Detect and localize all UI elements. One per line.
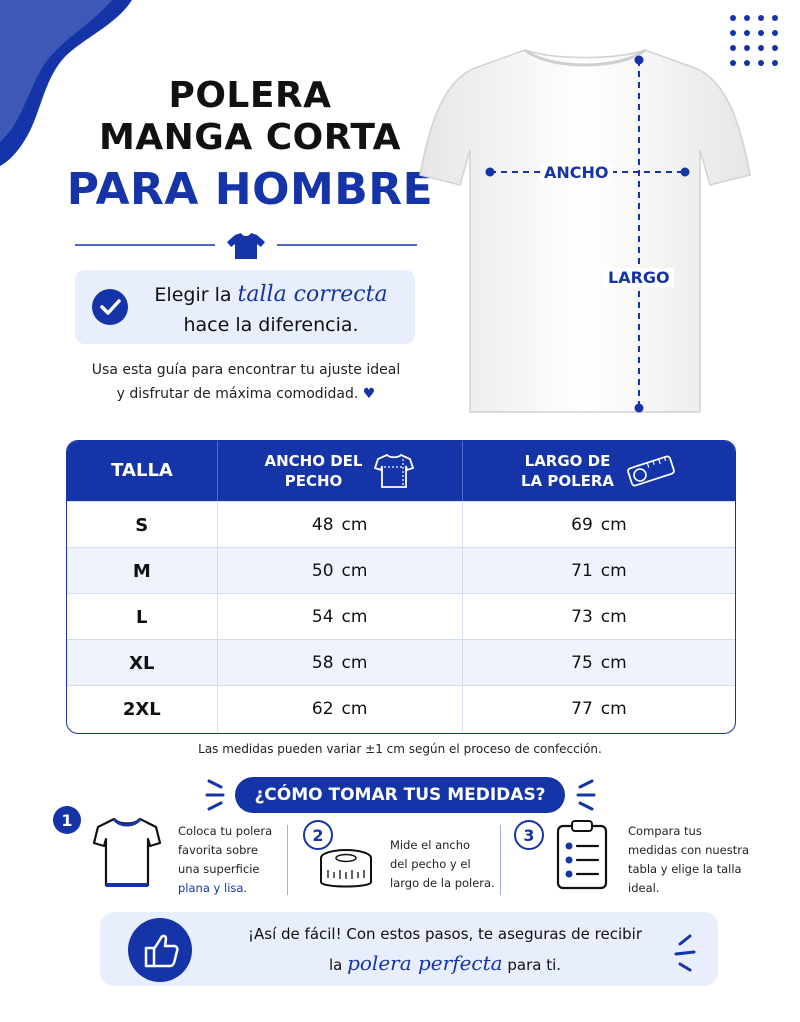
step-separator xyxy=(500,825,501,895)
sparkle-decoration-icon xyxy=(668,932,698,976)
ancho-cell xyxy=(218,502,463,548)
unit: cm xyxy=(600,607,627,627)
ancho-cell xyxy=(218,548,463,594)
footer-pre: la xyxy=(328,956,343,974)
callout-line-2: hace la diferencia. xyxy=(183,314,359,336)
thumbs-up-icon xyxy=(128,918,192,982)
sparkle-right-icon xyxy=(572,775,596,821)
unit: cm xyxy=(341,561,368,581)
table-row xyxy=(67,593,735,640)
size-cell: 2XL xyxy=(67,686,218,732)
step-3-line: tabla y elige la talla xyxy=(628,862,742,876)
largo-cell xyxy=(463,686,735,732)
largo-cell xyxy=(463,548,735,594)
largo-cell xyxy=(463,594,735,640)
tape-measure-icon xyxy=(626,452,676,490)
tshirt-measurement-illustration xyxy=(415,40,755,425)
step-2-line: Mide el ancho xyxy=(390,838,471,852)
table-row xyxy=(67,685,735,732)
ancho-value: 58 xyxy=(311,653,334,673)
tshirt-icon xyxy=(374,452,414,490)
subtitle-line-2-text: y disfrutar de máxima comodidad. xyxy=(116,386,359,402)
table-row xyxy=(67,501,735,548)
unit: cm xyxy=(600,561,627,581)
step-1-line: una superficie xyxy=(178,862,260,876)
size-cell: L xyxy=(67,594,218,640)
header-ancho-l1: ANCHO DEL xyxy=(264,452,363,470)
step-2-line: del pecho y el xyxy=(390,857,471,871)
step-1-line: Coloca tu polera xyxy=(178,824,273,838)
tshirt-icon xyxy=(227,233,265,259)
subtitle-line-1: Usa esta guía para encontrar tu ajuste ideal xyxy=(91,362,401,378)
title-divider xyxy=(75,233,417,263)
unit: cm xyxy=(341,653,368,673)
ancho-label: ANCHO xyxy=(540,163,613,182)
size-cell: S xyxy=(67,502,218,548)
title-line-2: MANGA CORTA xyxy=(98,117,401,158)
sparkle-left-icon xyxy=(205,775,229,821)
size-cell: XL xyxy=(67,640,218,686)
header-ancho xyxy=(217,441,462,501)
unit: cm xyxy=(600,515,627,535)
footer-line-1: ¡Así de fácil! Con estos pasos, te aseguras de recibir xyxy=(248,925,642,943)
step-3-line: medidas con nuestra xyxy=(628,843,749,857)
step-3-number: 3 xyxy=(514,820,544,850)
step-separator xyxy=(287,825,288,895)
footer-line-2 xyxy=(210,951,680,975)
heart-icon: ♥ xyxy=(362,386,376,402)
step-1-text xyxy=(178,822,278,898)
ancho-value: 48 xyxy=(311,515,334,535)
largo-label: LARGO xyxy=(604,268,674,287)
largo-value: 73 xyxy=(571,607,593,627)
subtitle-line-2 xyxy=(70,382,422,406)
unit: cm xyxy=(341,607,368,627)
step-3-line: ideal. xyxy=(628,881,660,895)
ancho-value: 50 xyxy=(311,561,334,581)
table-row xyxy=(67,547,735,594)
table-note: Las medidas pueden variar ±1 cm según el proceso de confección. xyxy=(198,742,602,756)
clipboard-checklist-icon xyxy=(554,818,610,892)
largo-value: 69 xyxy=(571,515,593,535)
callout-line-1 xyxy=(136,282,406,307)
callout-highlight: talla correcta xyxy=(237,282,388,307)
howto-title: ¿CÓMO TOMAR TUS MEDIDAS? xyxy=(235,777,565,813)
step-3-line: Compara tus xyxy=(628,824,702,838)
step-2-line: largo de la polera. xyxy=(390,876,495,890)
footer-post: para ti. xyxy=(507,956,562,974)
tape-measure-icon xyxy=(318,848,374,894)
step-1-number: 1 xyxy=(53,806,81,834)
tshirt-icon xyxy=(92,815,162,893)
check-icon xyxy=(92,289,128,325)
ancho-cell xyxy=(218,640,463,686)
header-largo-l1: LARGO DE xyxy=(524,452,611,470)
header-largo xyxy=(462,441,735,501)
size-cell: M xyxy=(67,548,218,594)
unit: cm xyxy=(341,515,368,535)
unit: cm xyxy=(341,699,368,719)
header-largo-l2: LA POLERA xyxy=(520,472,615,490)
step-3-text xyxy=(628,822,758,898)
largo-cell xyxy=(463,640,735,686)
table-row xyxy=(67,639,735,686)
title-line-3: PARA HOMBRE xyxy=(66,164,434,215)
ancho-cell xyxy=(218,594,463,640)
ancho-cell xyxy=(218,686,463,732)
largo-value: 71 xyxy=(571,561,593,581)
header-talla: TALLA xyxy=(111,460,173,481)
step-2-number: 2 xyxy=(303,820,333,850)
ancho-value: 62 xyxy=(311,699,334,719)
unit: cm xyxy=(600,699,627,719)
size-table xyxy=(66,440,736,734)
step-2-text xyxy=(390,836,500,893)
largo-value: 77 xyxy=(571,699,593,719)
callout-pre: Elegir la xyxy=(154,284,232,306)
footer-highlight: polera perfecta xyxy=(347,951,503,975)
step-1-line: plana y lisa. xyxy=(178,881,248,895)
largo-value: 75 xyxy=(571,653,593,673)
ancho-value: 54 xyxy=(311,607,334,627)
header-ancho-l2: PECHO xyxy=(284,472,343,490)
step-1-line: favorita sobre xyxy=(178,843,258,857)
largo-cell xyxy=(463,502,735,548)
unit: cm xyxy=(600,653,627,673)
title-line-1: POLERA xyxy=(168,75,332,116)
